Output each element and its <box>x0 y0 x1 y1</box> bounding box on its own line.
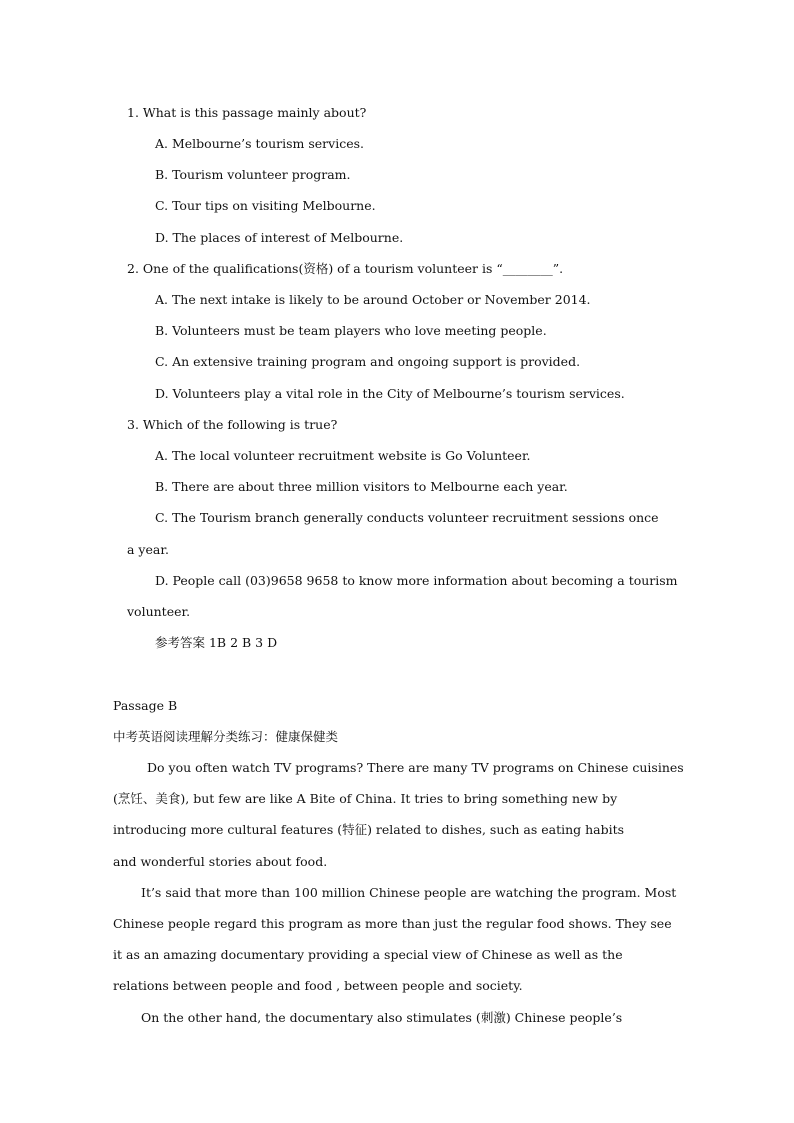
question-2-stem: 2. One of the qualifications(资格) of a tourism volunteer is “________”. <box>127 261 564 276</box>
answer-key: 参考答案 1B 2 B 3 D <box>155 635 278 650</box>
question-3-option-a: A. The local volunteer recruitment website is Go Volunteer. <box>155 448 531 463</box>
question-3-option-d: D. People call (03)9658 9658 to know more information about becoming a tourism <box>155 573 678 588</box>
question-1-stem: 1. What is this passage mainly about? <box>127 105 367 120</box>
question-1-option-a: A. Melbourne’s tourism services. <box>155 136 364 151</box>
question-1-option-d: D. The places of interest of Melbourne. <box>155 230 404 245</box>
question-2-option-c: C. An extensive training program and ongoing support is provided. <box>155 354 581 369</box>
question-2-option-a: A. The next intake is likely to be around October or November 2014. <box>155 292 591 307</box>
paragraph-1-line-4: and wonderful stories about food. <box>113 854 328 869</box>
question-3-option-b: B. There are about three million visitors to Melbourne each year. <box>155 479 568 494</box>
question-3-option-c: C. The Tourism branch generally conducts volunteer recruitment sessions once <box>155 510 659 525</box>
question-2-option-d: D. Volunteers play a vital role in the City of Melbourne’s tourism services. <box>155 386 625 401</box>
paragraph-2-line-3: it as an amazing documentary providing a special view of Chinese as well as the <box>113 947 623 962</box>
question-3-stem: 3. Which of the following is true? <box>127 417 338 432</box>
question-1-option-c: C. Tour tips on visiting Melbourne. <box>155 198 376 213</box>
paragraph-3-line-1: On the other hand, the documentary also stimulates (刺激) Chinese people’s <box>141 1010 623 1025</box>
question-2-option-b: B. Volunteers must be team players who love meeting people. <box>155 323 547 338</box>
paragraph-2-line-2: Chinese people regard this program as more than just the regular food shows. They see <box>113 916 672 931</box>
question-3-option-d-continued: volunteer. <box>127 604 191 619</box>
question-3-option-c-continued: a year. <box>127 542 169 557</box>
paragraph-1-line-3: introducing more cultural features (特征) related to dishes, such as eating habits <box>113 822 625 837</box>
paragraph-2-line-4: relations between people and food , between people and society. <box>113 978 523 993</box>
question-1-option-b: B. Tourism volunteer program. <box>155 167 351 182</box>
passage-heading: 中考英语阅读理解分类练习：健康保健类 <box>113 729 339 744</box>
paragraph-1-line-2: (烹饪、美食), but few are like A Bite of China. It tries to bring something new by <box>113 791 618 806</box>
passage-label: Passage B <box>113 698 178 713</box>
paragraph-1-line-1: Do you often watch TV programs? There are many TV programs on Chinese cuisines <box>147 760 684 775</box>
paragraph-2-line-1: It’s said that more than 100 million Chinese people are watching the program. Most <box>141 885 677 900</box>
